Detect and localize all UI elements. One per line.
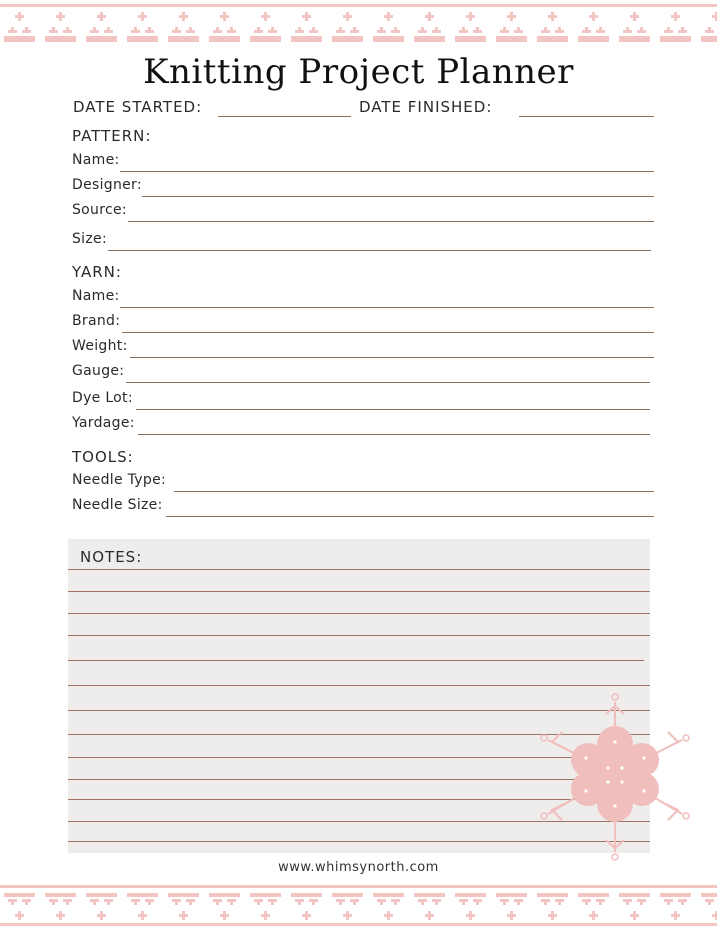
field-label: Name:	[72, 288, 120, 304]
yarn-name-field[interactable]	[72, 288, 654, 308]
pattern-source-field[interactable]	[72, 202, 654, 222]
field-line	[126, 382, 650, 383]
yarn-gauge-field[interactable]	[72, 363, 654, 383]
bottom-border-pattern	[0, 885, 717, 926]
yarn-dye-lot-field[interactable]	[72, 390, 654, 410]
field-line	[136, 409, 650, 410]
field-label: Brand:	[72, 313, 121, 329]
yarn-yardage-field[interactable]	[72, 415, 654, 435]
notes-line	[68, 635, 650, 636]
notes-line	[68, 660, 644, 661]
date-started-label: DATE STARTED:	[73, 98, 203, 116]
notes-line	[68, 591, 650, 592]
field-label: Source:	[72, 202, 127, 218]
notes-line	[68, 685, 650, 686]
field-label: Size:	[72, 231, 107, 247]
field-line	[120, 171, 654, 172]
pattern-designer-field[interactable]	[72, 177, 654, 197]
snowflake-icon	[540, 692, 690, 862]
needle-size-field[interactable]	[72, 497, 654, 517]
tools-heading: TOOLS:	[72, 448, 134, 466]
notes-line	[68, 613, 650, 614]
date-row	[73, 98, 658, 120]
field-label: Needle Size:	[72, 497, 163, 513]
field-line	[166, 516, 654, 517]
notes-line	[68, 569, 650, 570]
top-border-pattern	[0, 4, 717, 42]
field-line	[174, 491, 654, 492]
field-label: Gauge:	[72, 363, 125, 379]
field-line	[142, 196, 654, 197]
page-title: Knitting Project Planner	[143, 52, 574, 92]
yarn-brand-field[interactable]	[72, 313, 654, 333]
pattern-heading: PATTERN:	[72, 127, 152, 145]
field-line	[138, 434, 650, 435]
yarn-weight-field[interactable]	[72, 338, 654, 358]
field-label: Yardage:	[72, 415, 135, 431]
notes-heading: NOTES:	[80, 548, 143, 566]
website-footer: www.whimsynorth.com	[278, 860, 439, 875]
field-line	[130, 357, 654, 358]
field-line	[108, 250, 651, 251]
yarn-heading: YARN:	[72, 263, 122, 281]
field-label: Weight:	[72, 338, 128, 354]
needle-type-field[interactable]	[72, 472, 654, 492]
field-line	[128, 221, 654, 222]
pattern-name-field[interactable]	[72, 152, 654, 172]
date-finished-line[interactable]	[519, 116, 654, 117]
field-line	[120, 307, 654, 308]
field-label: Name:	[72, 152, 120, 168]
field-line	[122, 332, 654, 333]
date-finished-label: DATE FINISHED:	[359, 98, 493, 116]
pattern-size-field[interactable]	[72, 231, 654, 251]
date-started-line[interactable]	[218, 116, 351, 117]
top-fair-isle-border	[0, 0, 717, 48]
bottom-fair-isle-border	[0, 881, 717, 929]
field-label: Needle Type:	[72, 472, 167, 488]
field-label: Designer:	[72, 177, 142, 193]
field-label: Dye Lot:	[72, 390, 133, 406]
